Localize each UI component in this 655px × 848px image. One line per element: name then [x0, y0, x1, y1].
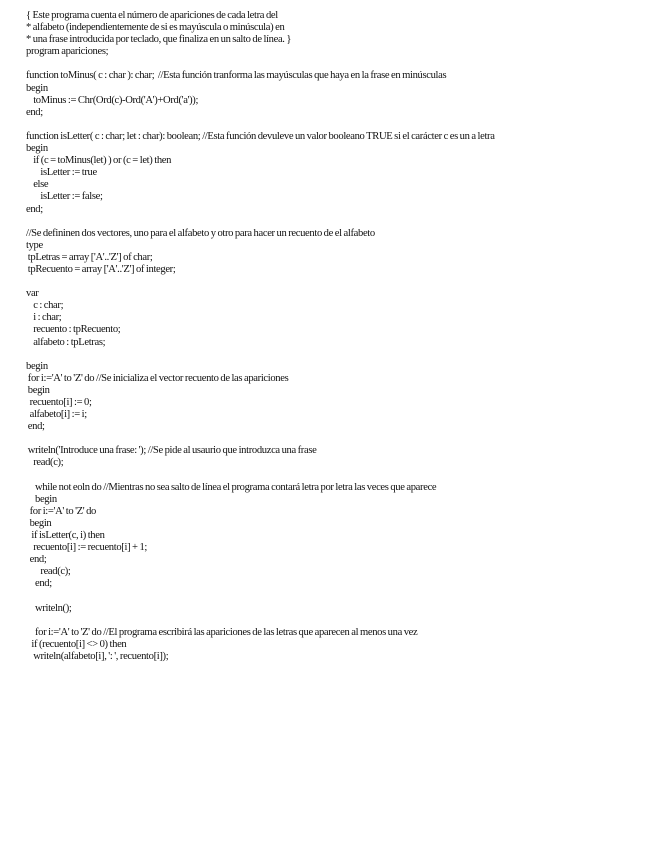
code-line: recuento[i] := 0;: [26, 397, 92, 408]
code-line: function isLetter( c : char; let : char): boolean; //Esta función devuleve un valor booleano TRUE si el carácter c es un a letra: [26, 130, 495, 142]
code-line: writeln();: [26, 602, 72, 614]
code-line: begin: [26, 82, 48, 94]
code-line: for i:='A' to 'Z' do: [26, 505, 96, 517]
code-line: i : char;: [26, 312, 62, 324]
blank-line: [26, 470, 648, 482]
code-line: if (recuento[i] <> 0) then: [26, 638, 127, 650]
code-line: end;: [26, 203, 43, 215]
code-line: recuento : tpRecuento;: [26, 324, 121, 336]
code-line: begin: [26, 143, 48, 155]
code-line: end;: [26, 578, 52, 590]
blank-line: [26, 433, 648, 445]
blank-line: [26, 591, 648, 603]
code-line: read(c);: [26, 566, 71, 578]
code-line: //Se defininen dos vectores, uno para el alfabeto y otro para hacer un recuento de el alfabeto: [26, 227, 375, 239]
code-line: begin: [26, 493, 57, 505]
code-line: else: [26, 179, 49, 191]
code-line: if isLetter(c, i) then: [26, 530, 105, 542]
code-line: tpLetras = array ['A'..'Z'] of char;: [26, 251, 153, 263]
code-line: end;: [26, 554, 47, 566]
code-line: toMinus := Chr(Ord(c)-Ord('A')+Ord('a'));: [26, 94, 199, 106]
code-line: type: [26, 239, 43, 251]
code-line: if (c = toMinus(let) ) or (c = let) then: [26, 155, 172, 167]
code-line: recuento[i] := recuento[i] + 1;: [26, 542, 148, 554]
code-line: function toMinus( c : char ): char; //Esta función tranforma las mayúsculas que haya en la frase en minúsculas: [26, 70, 447, 82]
code-line: c : char;: [26, 300, 64, 312]
code-line: isLetter := true: [26, 167, 97, 179]
code-line: alfabeto : tpLetras;: [26, 336, 106, 348]
code-line: var: [26, 288, 39, 300]
code-line: begin: [26, 517, 52, 529]
blank-line: [26, 276, 648, 288]
blank-line: [26, 119, 648, 131]
code-line: writeln('Introduce una frase: '); //Se pide al usaurio que introduzca una frase: [26, 445, 317, 457]
code-line: begin: [26, 384, 50, 396]
blank-line: [26, 615, 648, 627]
code-line: end;: [26, 106, 43, 118]
code-line: * una frase introducida por teclado, que finaliza en un salto de línea. }: [26, 34, 292, 46]
blank-line: [26, 58, 648, 70]
blank-line: [26, 349, 648, 361]
code-line: for i:='A' to 'Z' do //El programa escribirá las apariciones de las letras que aparecen al menos una vez: [26, 626, 418, 638]
code-line: for i:='A' to 'Z' do //Se inicializa el vector recuento de las apariciones: [26, 372, 289, 384]
code-line: while not eoln do //Mientras no sea salto de línea el programa contará letra por letra las veces que aparece: [26, 481, 437, 493]
code-line: end;: [26, 421, 45, 433]
code-line: program apariciones;: [26, 46, 109, 58]
code-line: read(c);: [26, 457, 64, 469]
code-line: alfabeto[i] := i;: [26, 409, 87, 421]
code-line: { Este programa cuenta el número de apariciones de cada letra del: [26, 10, 278, 21]
code-line: * alfabeto (independientemente de si es mayúscula o minúscula) en: [26, 22, 285, 34]
code-line: writeln(alfabeto[i], ': ', recuento[i]);: [26, 650, 169, 662]
code-line: isLetter := false;: [26, 191, 103, 203]
blank-line: [26, 216, 648, 228]
code-line: begin: [26, 360, 48, 372]
code-line: tpRecuento = array ['A'..'Z'] of integer;: [26, 263, 176, 275]
code-document: [26, 10, 648, 663]
